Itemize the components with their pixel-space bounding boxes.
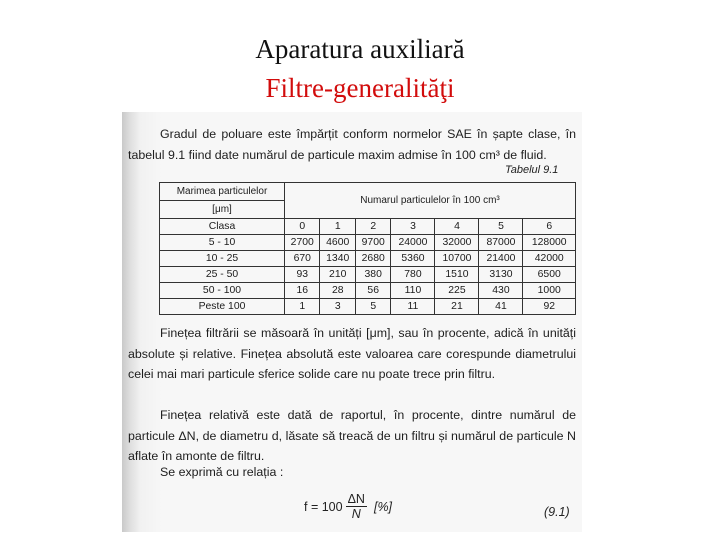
value-cell: 56 <box>355 283 390 299</box>
value-cell: 1510 <box>435 267 479 283</box>
value-cell: 93 <box>285 267 320 283</box>
scanned-page <box>122 112 582 532</box>
size-cell: 10 - 25 <box>160 251 285 267</box>
value-cell: 2680 <box>355 251 390 267</box>
value-cell: 670 <box>285 251 320 267</box>
formula-lhs: f = 100 <box>304 500 343 514</box>
class-number: 6 <box>523 219 576 235</box>
value-cell: 380 <box>355 267 390 283</box>
value-cell: 21 <box>435 299 479 315</box>
value-cell: 1 <box>285 299 320 315</box>
value-cell: 16 <box>285 283 320 299</box>
table-row <box>160 251 576 267</box>
header-size: Marimea particulelor <box>160 183 285 201</box>
class-number: 1 <box>320 219 355 235</box>
value-cell: 2700 <box>285 235 320 251</box>
table-row <box>160 235 576 251</box>
formula-fraction <box>346 492 367 522</box>
equation-number: (9.1) <box>544 505 570 519</box>
value-cell: 430 <box>479 283 523 299</box>
value-cell: 780 <box>391 267 435 283</box>
header-unit: [μm] <box>160 201 285 219</box>
table-row <box>160 299 576 315</box>
value-cell: 210 <box>320 267 355 283</box>
value-cell: 3 <box>320 299 355 315</box>
value-cell: 10700 <box>435 251 479 267</box>
size-cell: Peste 100 <box>160 299 285 315</box>
value-cell: 41 <box>479 299 523 315</box>
value-cell: 11 <box>391 299 435 315</box>
value-cell: 128000 <box>523 235 576 251</box>
table-row <box>160 283 576 299</box>
formula-numerator: ΔN <box>347 492 365 506</box>
slide-title: Aparatura auxiliară <box>255 34 465 64</box>
value-cell: 110 <box>391 283 435 299</box>
formula-denominator: N <box>351 507 361 521</box>
class-number: 2 <box>355 219 390 235</box>
value-cell: 9700 <box>355 235 390 251</box>
value-cell: 42000 <box>523 251 576 267</box>
class-number: 3 <box>391 219 435 235</box>
header-count: Numarul particulelor în 100 cm³ <box>285 183 576 219</box>
size-cell: 50 - 100 <box>160 283 285 299</box>
value-cell: 92 <box>523 299 576 315</box>
value-cell: 24000 <box>391 235 435 251</box>
value-cell: 5360 <box>391 251 435 267</box>
formula-unit: [%] <box>373 500 393 514</box>
value-cell: 21400 <box>479 251 523 267</box>
table-row <box>160 219 576 235</box>
class-number: 5 <box>479 219 523 235</box>
value-cell: 1000 <box>523 283 576 299</box>
value-cell: 32000 <box>435 235 479 251</box>
table-caption: Tabelul 9.1 <box>505 164 559 176</box>
fineness-formula <box>304 492 392 522</box>
slide-subtitle: Filtre-generalităţi <box>265 73 455 103</box>
class-number: 4 <box>435 219 479 235</box>
paragraph-relation: Se exprimă cu relația : <box>160 465 284 479</box>
value-cell: 28 <box>320 283 355 299</box>
value-cell: 5 <box>355 299 390 315</box>
class-label: Clasa <box>160 219 285 235</box>
size-cell: 5 - 10 <box>160 235 285 251</box>
intro-paragraph: Gradul de poluare este împărțit conform normelor SAE în șapte clase, în tabelul 9.1 fiind date numărul de particule maxim admise în 100 cm³ de fluid. <box>128 127 576 162</box>
paragraph-relative-fineness: Finețea relativă este dată de raportul, în procente, dintre numărul de particule ΔN, de diametru d, lăsate să treacă de un filtru și numărul de particule N aflate în amonte de filtru. <box>128 408 576 463</box>
value-cell: 4600 <box>320 235 355 251</box>
value-cell: 1340 <box>320 251 355 267</box>
value-cell: 225 <box>435 283 479 299</box>
value-cell: 6500 <box>523 267 576 283</box>
value-cell: 3130 <box>479 267 523 283</box>
value-cell: 87000 <box>479 235 523 251</box>
size-cell: 25 - 50 <box>160 267 285 283</box>
paragraph-absolute-fineness: Finețea filtrării se măsoară în unități [μm], sau în procente, adică în unități absolute și relative. Finețea absolută este valoarea care corespunde diametrului celei mai mari particule sferice solide care nu poate trece prin filtru. <box>128 326 576 381</box>
class-number: 0 <box>285 219 320 235</box>
table-row <box>160 267 576 283</box>
pollution-class-table <box>159 182 576 315</box>
